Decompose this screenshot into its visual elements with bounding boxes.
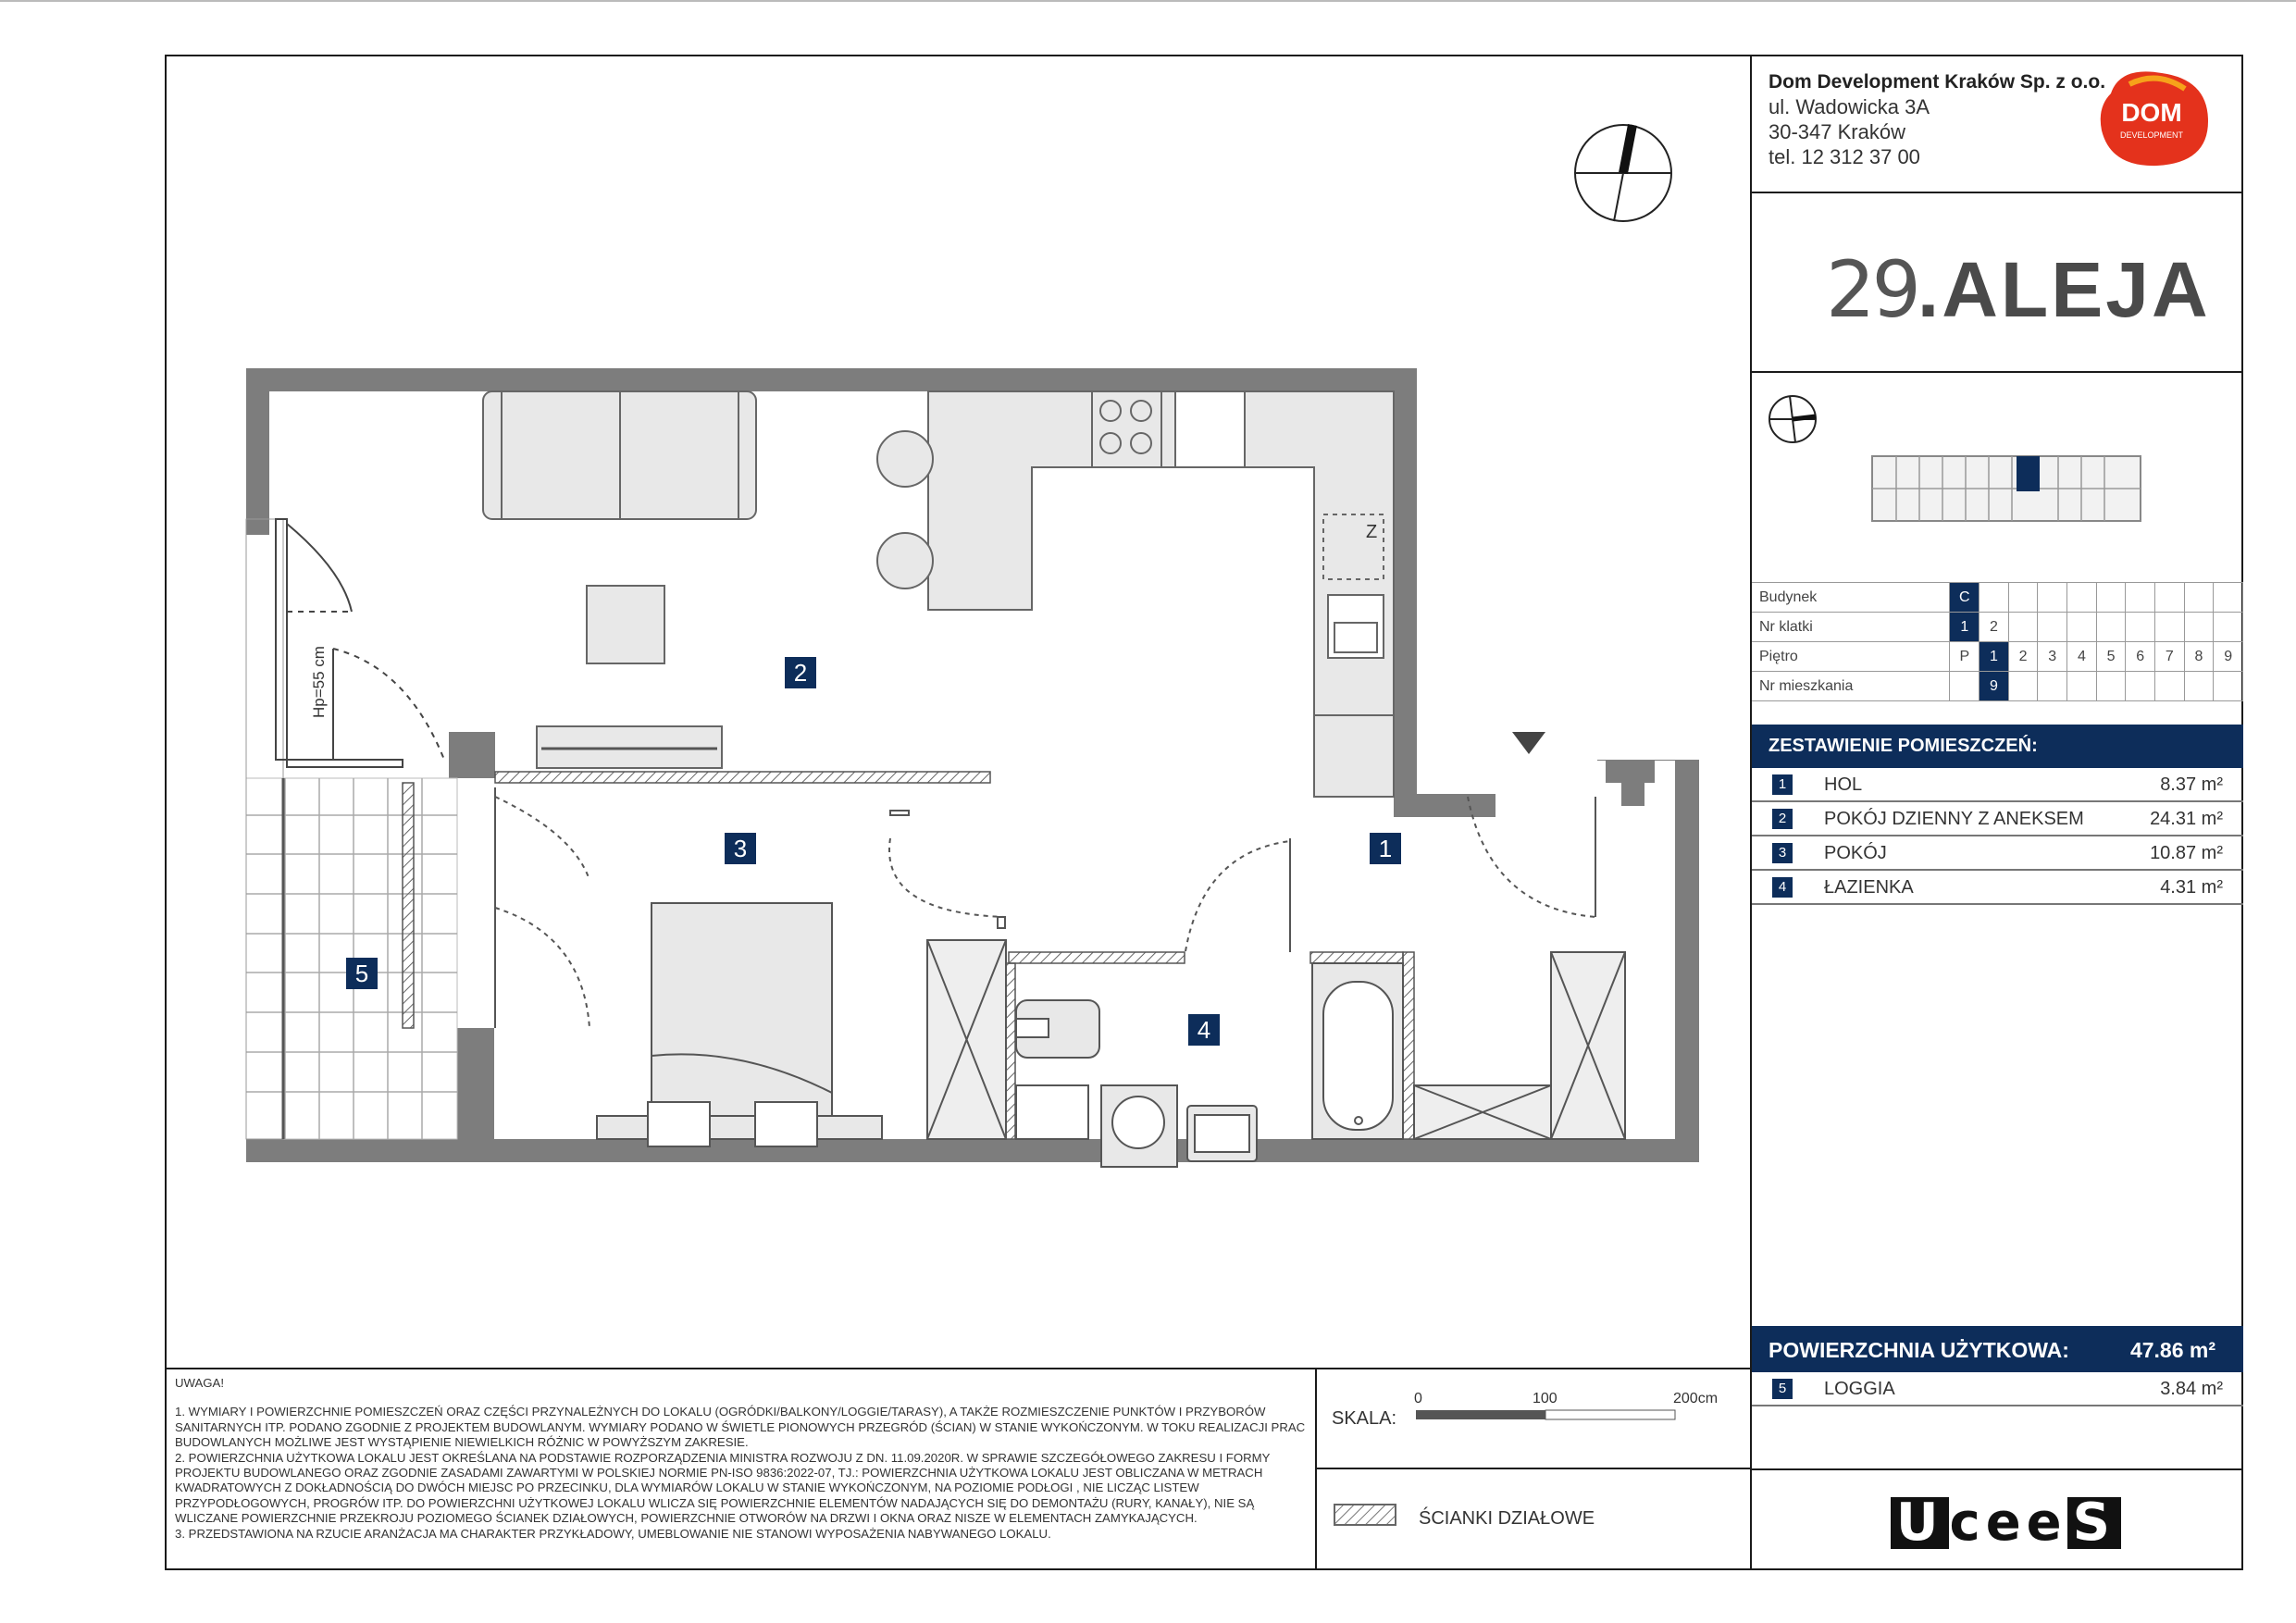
info-row-apartment (1752, 672, 2243, 701)
door-bath (1185, 838, 1290, 952)
room-area: 3.84 m² (2160, 1379, 2223, 1399)
room-area: 24.31 m² (2150, 809, 2223, 829)
top-rule (0, 0, 2296, 2)
scale-label: SKALA: (1332, 1408, 1397, 1429)
room-name: HOL (1824, 774, 1863, 795)
scale-tick-100: 100 (1533, 1391, 1558, 1406)
kitchen-counter (877, 391, 1394, 797)
info-cell (2155, 613, 2185, 642)
ucees-letter: U (1891, 1497, 1949, 1549)
info-cell (2008, 583, 2038, 613)
info-cell (2126, 672, 2155, 701)
ucees-letter: e (1985, 1493, 2027, 1553)
site-compass-icon (1765, 391, 1820, 447)
scale-divider (1317, 1468, 1750, 1469)
room-number-badge: 5 (1772, 1379, 1793, 1399)
bathroom-fixtures (1016, 963, 1403, 1167)
company-name: Dom Development Kraków Sp. z o.o. (1769, 71, 2106, 93)
info-cell (2155, 672, 2185, 701)
panel-divider (1752, 1468, 2243, 1470)
dom-development-logo (2092, 66, 2213, 169)
scale-tick-200: 200cm (1673, 1391, 1719, 1406)
info-cell: 1 (1950, 613, 1980, 642)
floor-plan (167, 56, 1750, 1368)
info-cell (2096, 672, 2126, 701)
room-name: POKÓJ (1824, 843, 1887, 863)
loggia-floor (246, 519, 457, 1139)
info-cell (2126, 613, 2155, 642)
info-cell: 3 (2038, 642, 2067, 672)
company-phone: tel. 12 312 37 00 (1769, 145, 1920, 168)
info-cell: 6 (2126, 642, 2155, 672)
info-cell (2214, 613, 2243, 642)
plan-label-4-text: 4 (1197, 1016, 1211, 1044)
scale-legend-section (1317, 1368, 1750, 1568)
company-section (1752, 56, 2243, 193)
fridge-mark: Z (1366, 522, 1378, 542)
hall-wardrobe (1414, 952, 1625, 1139)
room-area: 8.37 m² (2160, 774, 2223, 795)
estate-name-text: .ALEJA (1917, 246, 2211, 333)
info-cell: 5 (2096, 642, 2126, 672)
info-panel (1750, 56, 2243, 1568)
info-label: Nr mieszkania (1752, 672, 1950, 701)
info-cell (2008, 613, 2038, 642)
door-room3-loggia (495, 787, 590, 1028)
info-cell (2155, 583, 2185, 613)
info-cell (2184, 613, 2214, 642)
room-name: LOGGIA (1824, 1379, 1895, 1399)
info-cell: 2 (1980, 613, 2009, 642)
room-name: ŁAZIENKA (1824, 877, 1914, 898)
ucees-letter: e (2026, 1493, 2067, 1553)
room-number-badge: 1 (1772, 774, 1793, 795)
info-cell (2184, 672, 2214, 701)
plan-label-1-text: 1 (1378, 835, 1393, 862)
info-cell (2214, 672, 2243, 701)
room-number-badge: 4 (1772, 877, 1793, 898)
info-cell: 7 (2155, 642, 2185, 672)
info-cell: P (1950, 642, 1980, 672)
total-area-value: 47.86 m² (2129, 1338, 2215, 1362)
door-room3-bath (889, 811, 1005, 928)
estate-section (1752, 193, 2243, 373)
company-address (1769, 69, 2105, 169)
info-cell (2096, 583, 2126, 613)
partition-legend-icon (1334, 1504, 1398, 1528)
plan-label-2-text: 2 (793, 659, 808, 687)
partition-legend-label: ŚCIANKI DZIAŁOWE (1419, 1508, 1595, 1529)
total-area-bar (1752, 1326, 2243, 1372)
notes-section (167, 1368, 1317, 1568)
location-table (1752, 582, 2243, 701)
notes-p1: 1. WYMIARY I POWIERZCHNIE POMIESZCZEŃ ORAZ CZĘŚCI PRZYNALEŻNYCH DO LOKALU (OGRÓDKI/BALKONY/LOGGIE/TARASY), A TAKŻE ROZMIESZCZENIE PUNKTÓW I PRZYBORÓW SANITARNYCH ITP. PODANO ZGODNIE Z PROJEKTEM BUDOWLANYM. WYMIARY PODANO W ŚWIETLE PIONOWYCH PRZEGRÓD (ŚCIAN) W STANIE WYKOŃCZONYM. W TOKU REALIZACJI PRAC BUDOWLANYCH MOŻLIWE JEST WYSTĄPIENIE NIEWIELKICH RÓŻNIC W POWYŻSZYM ZAKRESIE. (175, 1405, 1306, 1450)
estate-number: 29 (1826, 244, 1917, 335)
notes-title: UWAGA! (175, 1376, 224, 1390)
scale-tick-0: 0 (1414, 1391, 1422, 1406)
info-cell (1980, 583, 2009, 613)
floorplan-sheet (165, 55, 2243, 1570)
plan-label-5-text: 5 (354, 960, 369, 987)
info-cell (2038, 613, 2067, 642)
company-city: 30-347 Kraków (1769, 120, 1905, 143)
info-cell: 9 (2214, 642, 2243, 672)
tv-cabinet-icon (537, 726, 722, 768)
scale-bar (1414, 1390, 1729, 1436)
wardrobe-left (927, 940, 1006, 1139)
room-area: 4.31 m² (2160, 877, 2223, 898)
info-cell (2096, 613, 2126, 642)
info-cell: 8 (2184, 642, 2214, 672)
info-cell: 9 (1980, 672, 2009, 701)
room-number-badge: 2 (1772, 809, 1793, 829)
room-number-badge: 3 (1772, 843, 1793, 863)
logo-text-2: DEVELOPMENT (2119, 130, 2184, 140)
total-area-label: POWIERZCHNIA UŻYTKOWA: (1769, 1338, 2069, 1362)
notes-text (175, 1376, 1309, 1542)
estate-logo (1826, 244, 2211, 335)
entrance-door (1468, 732, 1595, 917)
notes-p3: 3. PRZEDSTAWIONA NA RZUCIE ARANŻACJA MA CHARAKTER PRZYKŁADOWY, UMEBLOWANIE NIE STANOWI WYPOSAŻENIA NABYWANEGO LOKALU. (175, 1526, 1051, 1541)
info-cell (2214, 583, 2243, 613)
sofa-icon (483, 391, 756, 519)
info-cell (2067, 613, 2097, 642)
ucees-letter: S (2067, 1497, 2121, 1549)
info-label: Nr klatki (1752, 613, 1950, 642)
info-cell: 2 (2008, 642, 2038, 672)
coffee-table-icon (587, 586, 664, 663)
room-row (1752, 871, 2243, 905)
room-name: POKÓJ DZIENNY Z ANEKSEM (1824, 809, 2084, 829)
north-compass-icon (1575, 125, 1671, 221)
partition-walls (403, 772, 1414, 1139)
ucees-letter: c (1949, 1493, 1986, 1553)
room-row (1752, 802, 2243, 836)
info-cell: 1 (1980, 642, 2009, 672)
info-cell (2008, 672, 2038, 701)
info-cell (2067, 672, 2097, 701)
info-row-staircase (1752, 613, 2243, 642)
info-cell (2067, 583, 2097, 613)
info-label: Piętro (1752, 642, 1950, 672)
info-cell: C (1950, 583, 1980, 613)
building-location (1752, 373, 2243, 582)
room-row (1752, 768, 2243, 802)
ucees-logo (1891, 1493, 2121, 1553)
building-key-plan (1868, 447, 2146, 539)
window-height-note: Hp=55 cm (310, 646, 328, 718)
info-cell (2038, 672, 2067, 701)
info-row-floor (1752, 642, 2243, 672)
info-label: Budynek (1752, 583, 1950, 613)
room-area: 10.87 m² (2150, 843, 2223, 863)
plan-label-3-text: 3 (733, 835, 748, 862)
info-cell (2126, 583, 2155, 613)
logo-text-1: DOM (2121, 98, 2182, 127)
info-row-building (1752, 583, 2243, 613)
rooms-header: ZESTAWIENIE POMIESZCZEŃ: (1752, 725, 2243, 768)
room-row (1752, 836, 2243, 871)
loggia-row (1752, 1372, 2243, 1406)
info-cell (2184, 583, 2214, 613)
bed-icon (597, 903, 882, 1146)
info-cell (1950, 672, 1980, 701)
notes-p2: 2. POWIERZCHNIA UŻYTKOWA LOKALU JEST OKREŚLANA NA PODSTAWIE ROZPORZĄDZENIA MINISTRA ROZWOJU Z DN. 11.09.2020R. W SPRAWIE SZCZEGÓŁOWEGO ZAKRESU I FORMY PROJEKTU BUDOWLANEGO ORAZ ZGODNIE ZASADAMI ZAWARTYMI W POLSKIEJ NORMIE PN-ISO 9836:2022-07, TJ.: POWIERZCHNIA UŻYTKOWA LOKALU JEST OBLICZANA W METRACH KWADRATOWYCH Z DOKŁADNOŚCIĄ DO DWÓCH MIEJSC PO PRZECINKU, DLA WYMIARÓW LOKALU W STANIE WYKOŃCZONYM, NA POZIOMIE PODŁOGI , NIE LICZĄC LISTEW PRZYPODŁOGOWYCH, PROGRÓW ITP. DO POWIERZCHNI UŻYTKOWEJ LOKALU WLICZA SIĘ POWIERZCHNIE ELEMENTÓW NADAJĄCYCH SIĘ DO DEMONTAŻU (RURY, KANAŁY), NIE SĄ WLICZANE POWIERZCHNIE PRZEKROJU POZIOMEGO ŚCIANEK DZIAŁOWYCH, POWIERZCHNIE OTWORÓW NA DRZWI I OKNA ORAZ NISZE W ELEMENTACH ZAMYKAJĄCYCH. (175, 1450, 1271, 1526)
company-street: ul. Wadowicka 3A (1769, 95, 1930, 118)
info-cell: 4 (2067, 642, 2097, 672)
window-left (276, 519, 352, 760)
info-cell (2038, 583, 2067, 613)
